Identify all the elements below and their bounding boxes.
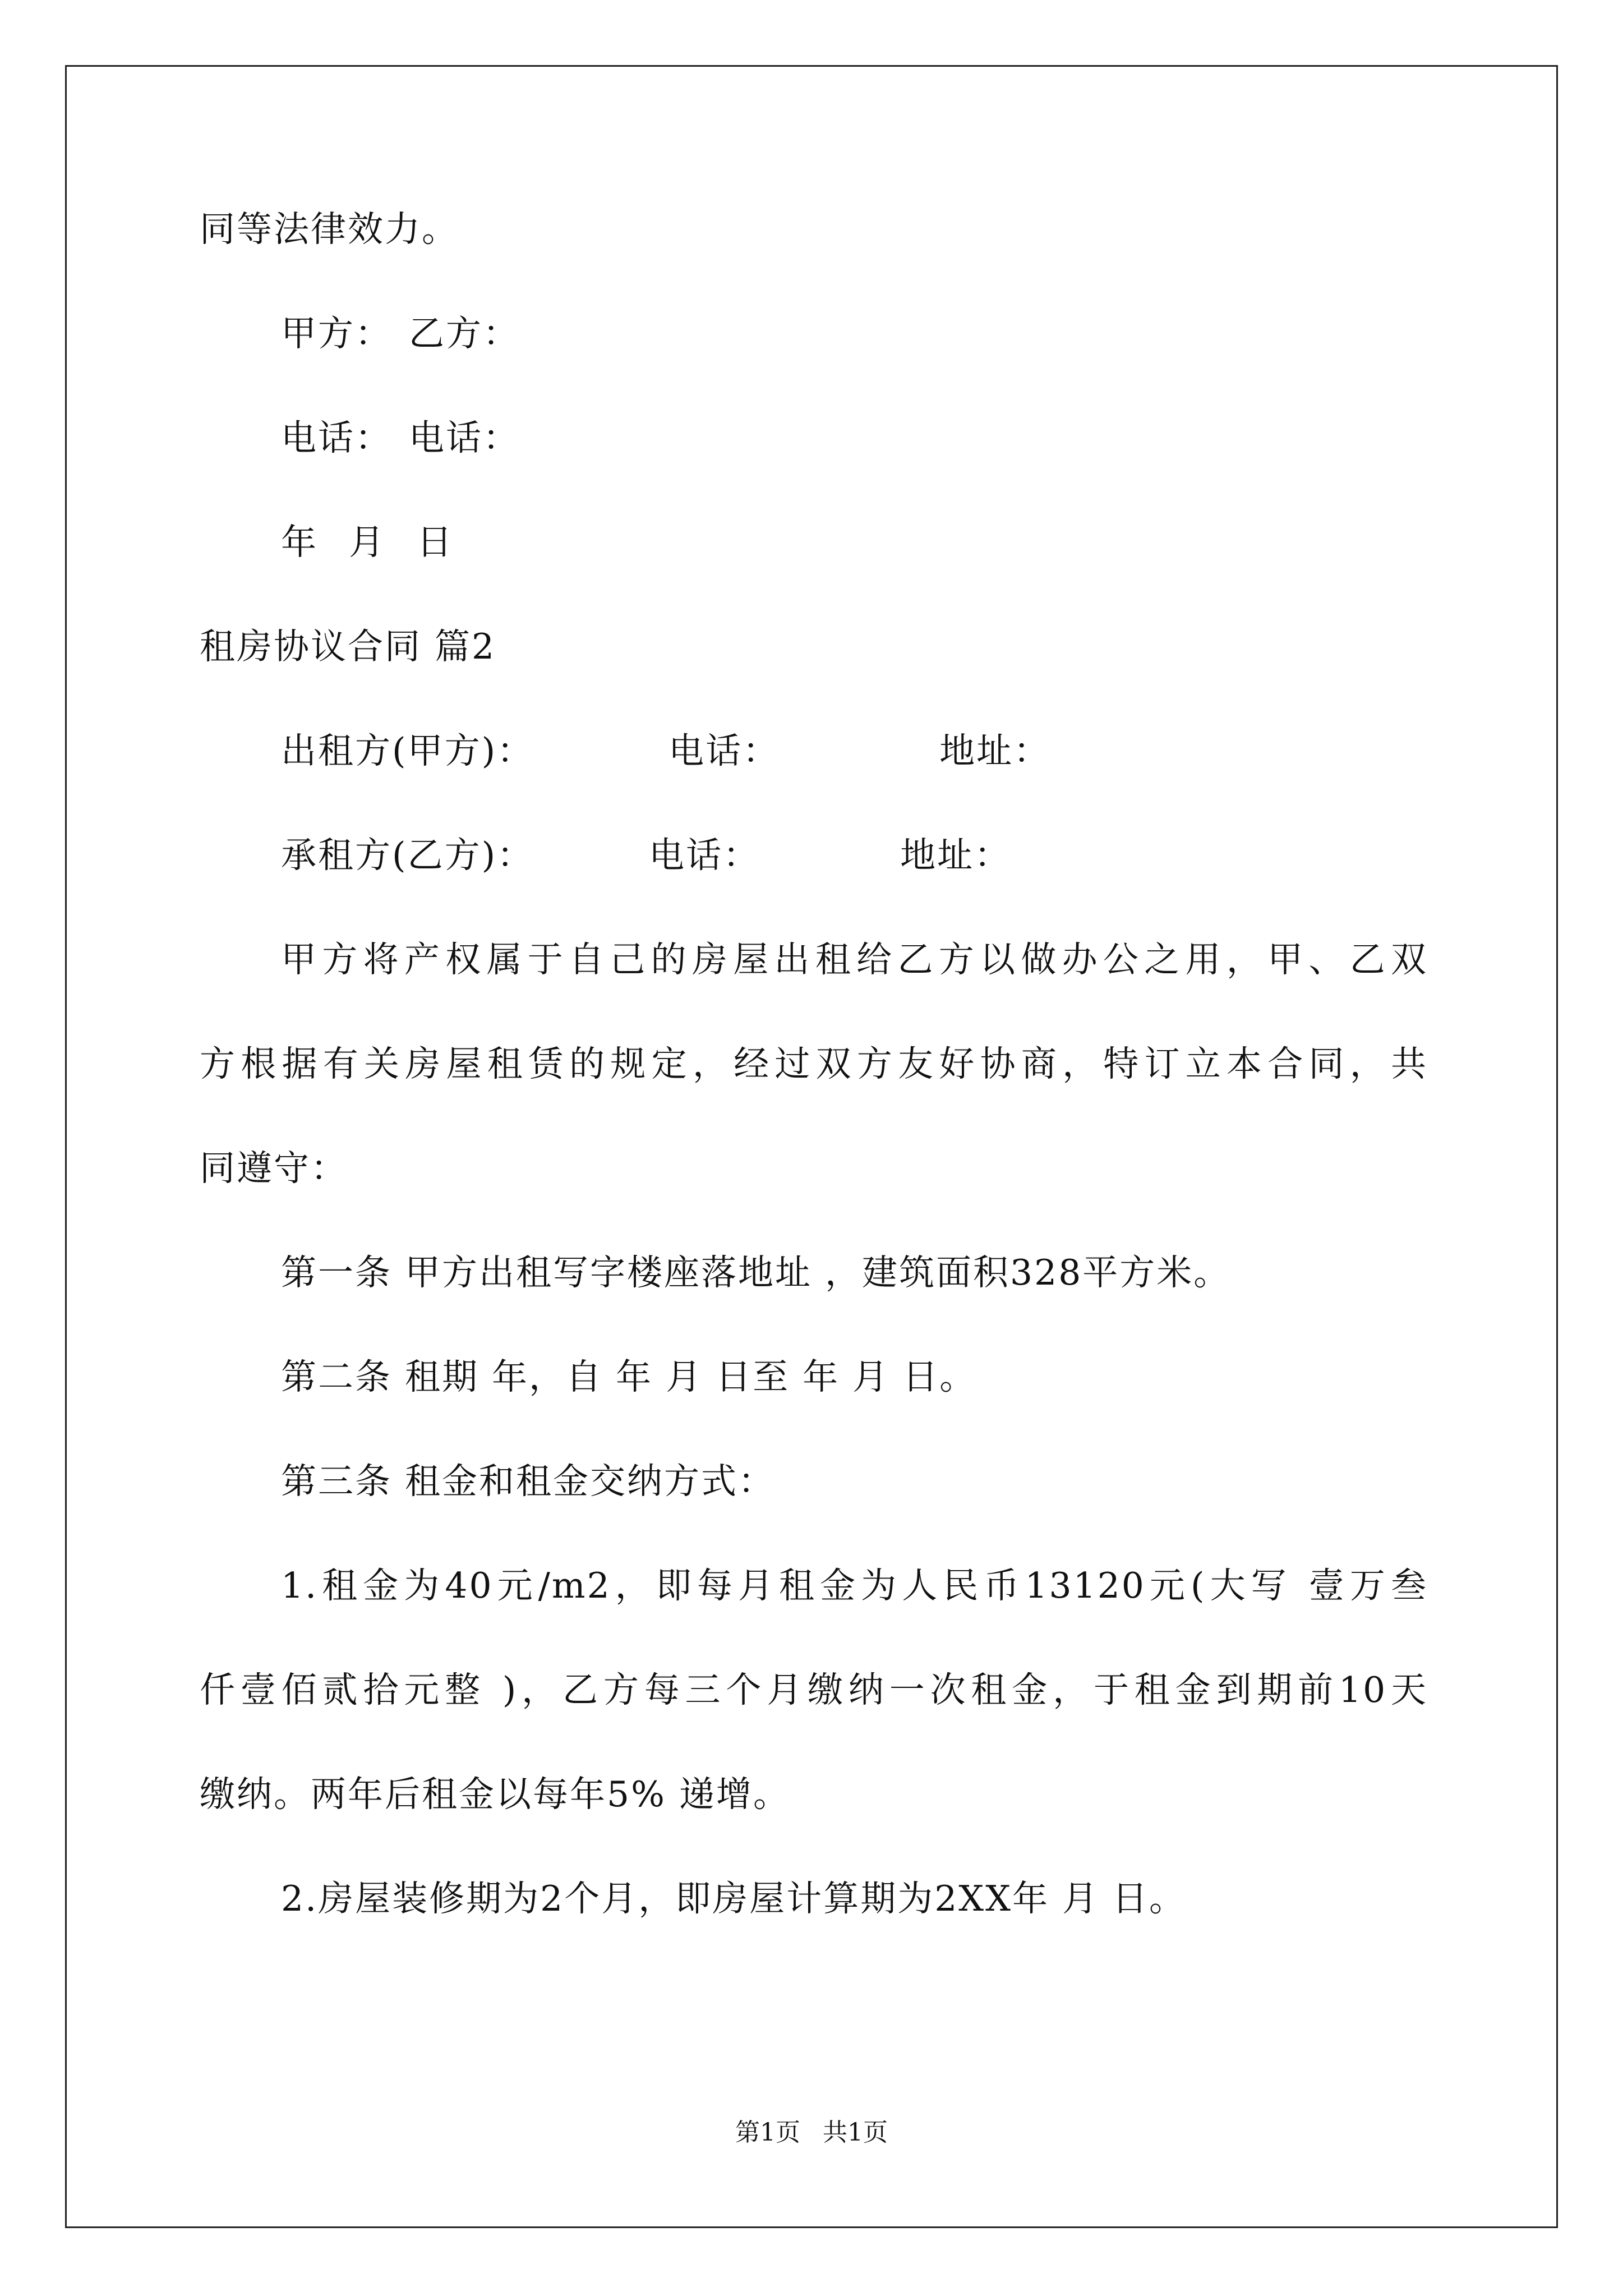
section-heading: 租房协议合同 篇2: [200, 626, 496, 667]
page-number: 第1页: [735, 2118, 800, 2147]
text-line: 仟壹佰贰拾元整 )，乙方每三个月缴纳一次租金，于租金到期前10天: [200, 1669, 1428, 1710]
clause-3: 第三条 租金和租金交纳方式：: [281, 1461, 776, 1502]
signature-phone-line: [200, 386, 1428, 490]
lessor-address-label: 地址：: [939, 730, 1051, 771]
party-b-phone-label: 电话：: [409, 417, 520, 458]
lessee-info-line: [200, 803, 1428, 908]
text-line: 缴纳。两年后租金以每年5% 递增。: [200, 1774, 790, 1815]
text-line: 同遵守：: [200, 1148, 348, 1189]
clause-3-item-1: 1.租金为40元/m2，即每月租金为人民币13120元(大写 壹万叁: [281, 1565, 1428, 1606]
text-line: 方根据有关房屋租赁的规定，经过双方友好协商，特订立本合同，共: [200, 1043, 1428, 1084]
date-year-label: 年: [281, 522, 318, 563]
clause-1: 第一条 甲方出租写字楼座落地址 ，建筑面积328平方米。: [281, 1252, 1231, 1293]
party-a-label: 甲方：: [281, 313, 392, 354]
signature-date-line: [200, 490, 1428, 595]
text-line: 甲方将产权属于自己的房屋出租给乙方以做办公之用，甲、乙双: [281, 939, 1428, 980]
date-month-label: 月: [349, 522, 386, 563]
lessor-info-line: [200, 699, 1428, 803]
document-body: [200, 177, 1428, 1951]
lessor-phone-label: 电话：: [668, 730, 780, 771]
clause-3-item-2: 2.房屋装修期为2个月，即房屋计算期为2XX年 月 日。: [281, 1878, 1187, 1919]
date-day-label: 日: [417, 522, 454, 563]
party-a-phone-label: 电话：: [281, 417, 392, 458]
lessee-phone-label: 电话：: [649, 835, 760, 876]
text-line: 同等法律效力。: [200, 209, 459, 250]
lessor-label: 出租方(甲方)：: [281, 730, 534, 771]
page-total: 共1页: [823, 2118, 888, 2147]
lessee-address-label: 地址：: [900, 835, 1012, 876]
signature-parties-line: [200, 282, 1428, 386]
page-footer: [0, 2112, 1623, 2148]
lessee-label: 承租方(乙方)：: [281, 835, 534, 876]
clause-2: 第二条 租期 年，自 年 月 日至 年 月 日。: [281, 1356, 977, 1397]
party-b-label: 乙方：: [409, 313, 520, 354]
